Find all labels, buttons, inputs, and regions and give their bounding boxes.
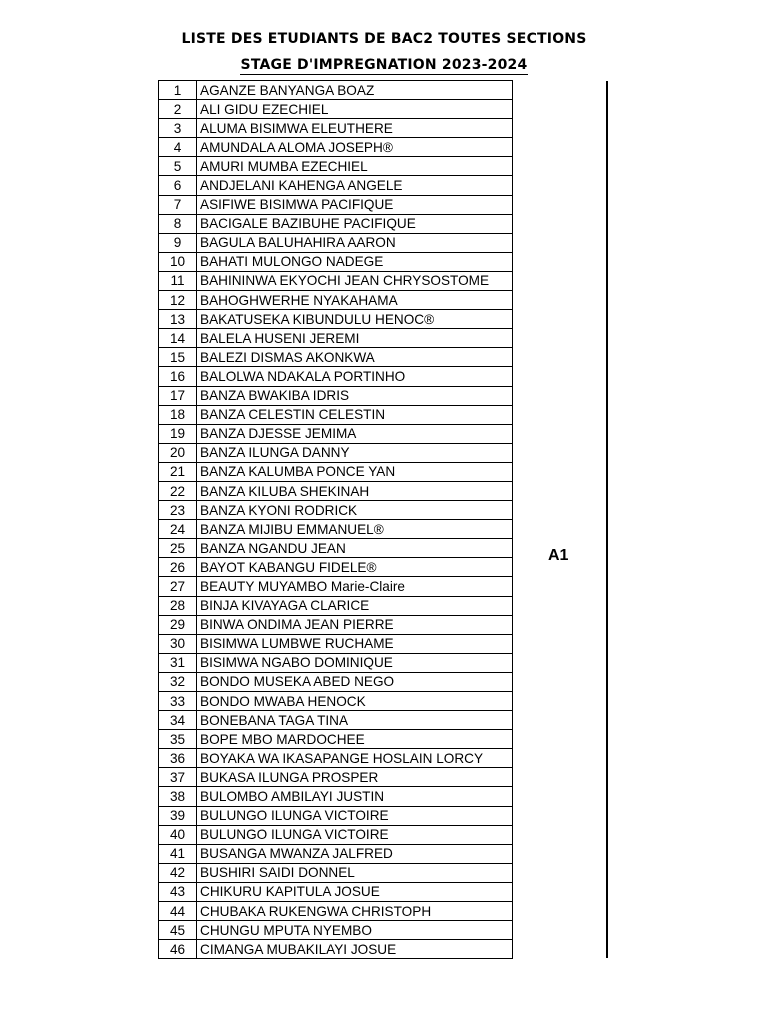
row-number: 40 bbox=[159, 825, 197, 844]
row-number: 7 bbox=[159, 195, 197, 214]
table-row bbox=[159, 119, 513, 138]
row-number: 33 bbox=[159, 692, 197, 711]
student-name: BANZA BWAKIBA IDRIS bbox=[197, 386, 513, 405]
row-number: 10 bbox=[159, 252, 197, 271]
group-bracket-line bbox=[606, 81, 608, 958]
student-name: BANZA DJESSE JEMIMA bbox=[197, 424, 513, 443]
row-number: 38 bbox=[159, 787, 197, 806]
table-row bbox=[159, 252, 513, 271]
student-name: BULUNGO ILUNGA VICTOIRE bbox=[197, 825, 513, 844]
student-name: BAGULA BALUHAHIRA AARON bbox=[197, 233, 513, 252]
student-name: BANZA NGANDU JEAN bbox=[197, 539, 513, 558]
student-name: BALOLWA NDAKALA PORTINHO bbox=[197, 367, 513, 386]
table-row bbox=[159, 921, 513, 940]
row-number: 32 bbox=[159, 672, 197, 691]
student-name: BALELA HUSENI JEREMI bbox=[197, 329, 513, 348]
student-name: AMURI MUMBA EZECHIEL bbox=[197, 157, 513, 176]
student-name: ANDJELANI KAHENGA ANGELE bbox=[197, 176, 513, 195]
student-name: BUKASA ILUNGA PROSPER bbox=[197, 768, 513, 787]
table-row bbox=[159, 520, 513, 539]
row-number: 14 bbox=[159, 329, 197, 348]
student-name: ALI GIDU EZECHIEL bbox=[197, 100, 513, 119]
row-number: 31 bbox=[159, 653, 197, 672]
students-table-body bbox=[159, 81, 513, 959]
row-number: 1 bbox=[159, 81, 197, 100]
table-row bbox=[159, 844, 513, 863]
row-number: 13 bbox=[159, 310, 197, 329]
row-number: 21 bbox=[159, 462, 197, 481]
table-row bbox=[159, 481, 513, 500]
table-row bbox=[159, 634, 513, 653]
student-name: BANZA ILUNGA DANNY bbox=[197, 443, 513, 462]
table-row bbox=[159, 882, 513, 901]
table-row bbox=[159, 672, 513, 691]
student-name: BONEBANA TAGA TINA bbox=[197, 711, 513, 730]
table-row bbox=[159, 825, 513, 844]
table-row bbox=[159, 81, 513, 100]
table-row bbox=[159, 100, 513, 119]
student-name: BOYAKA WA IKASAPANGE HOSLAIN LORCY bbox=[197, 749, 513, 768]
row-number: 37 bbox=[159, 768, 197, 787]
student-name: BINJA KIVAYAGA CLARICE bbox=[197, 596, 513, 615]
student-name: BEAUTY MUYAMBO Marie-Claire bbox=[197, 577, 513, 596]
row-number: 17 bbox=[159, 386, 197, 405]
student-name: BANZA KALUMBA PONCE YAN bbox=[197, 462, 513, 481]
row-number: 28 bbox=[159, 596, 197, 615]
student-name: BAYOT KABANGU FIDELE® bbox=[197, 558, 513, 577]
row-number: 35 bbox=[159, 730, 197, 749]
table-row bbox=[159, 138, 513, 157]
row-number: 16 bbox=[159, 367, 197, 386]
group-label: A1 bbox=[548, 547, 569, 564]
table-row bbox=[159, 271, 513, 290]
page-title: LISTE DES ETUDIANTS DE BAC2 TOUTES SECTIONS bbox=[181, 31, 587, 47]
table-row bbox=[159, 577, 513, 596]
row-number: 24 bbox=[159, 520, 197, 539]
student-name: BAKATUSEKA KIBUNDULU HENOC® bbox=[197, 310, 513, 329]
row-number: 34 bbox=[159, 711, 197, 730]
row-number: 5 bbox=[159, 157, 197, 176]
table-row bbox=[159, 157, 513, 176]
table-row bbox=[159, 291, 513, 310]
table-row bbox=[159, 558, 513, 577]
row-number: 19 bbox=[159, 424, 197, 443]
table-row bbox=[159, 749, 513, 768]
student-name: AGANZE BANYANGA BOAZ bbox=[197, 81, 513, 100]
table-row bbox=[159, 310, 513, 329]
student-name: CHIKURU KAPITULA JOSUE bbox=[197, 882, 513, 901]
student-name: BUSANGA MWANZA JALFRED bbox=[197, 844, 513, 863]
row-number: 15 bbox=[159, 348, 197, 367]
student-name: AMUNDALA ALOMA JOSEPH® bbox=[197, 138, 513, 157]
row-number: 20 bbox=[159, 443, 197, 462]
table-row bbox=[159, 596, 513, 615]
student-name: BALEZI DISMAS AKONKWA bbox=[197, 348, 513, 367]
table-row bbox=[159, 863, 513, 882]
row-number: 4 bbox=[159, 138, 197, 157]
student-name: BANZA KYONI RODRICK bbox=[197, 501, 513, 520]
row-number: 27 bbox=[159, 577, 197, 596]
row-number: 18 bbox=[159, 405, 197, 424]
student-name: BULUNGO ILUNGA VICTOIRE bbox=[197, 806, 513, 825]
table-row bbox=[159, 176, 513, 195]
row-number: 30 bbox=[159, 634, 197, 653]
student-name: ASIFIWE BISIMWA PACIFIQUE bbox=[197, 195, 513, 214]
student-name: CIMANGA MUBAKILAYI JOSUE bbox=[197, 940, 513, 959]
student-name: BAHININWA EKYOCHI JEAN CHRYSOSTOME bbox=[197, 271, 513, 290]
table-row bbox=[159, 386, 513, 405]
row-number: 29 bbox=[159, 615, 197, 634]
table-row bbox=[159, 501, 513, 520]
table-row bbox=[159, 768, 513, 787]
row-number: 25 bbox=[159, 539, 197, 558]
row-number: 43 bbox=[159, 882, 197, 901]
table-row bbox=[159, 730, 513, 749]
row-number: 23 bbox=[159, 501, 197, 520]
table-row bbox=[159, 787, 513, 806]
row-number: 3 bbox=[159, 119, 197, 138]
page-subtitle: STAGE D'IMPREGNATION 2023-2024 bbox=[240, 57, 528, 73]
table-row bbox=[159, 195, 513, 214]
student-name: BANZA CELESTIN CELESTIN bbox=[197, 405, 513, 424]
student-name: BANZA MIJIBU EMMANUEL® bbox=[197, 520, 513, 539]
table-row bbox=[159, 405, 513, 424]
table-row bbox=[159, 653, 513, 672]
table-row bbox=[159, 692, 513, 711]
table-row bbox=[159, 940, 513, 959]
row-number: 45 bbox=[159, 921, 197, 940]
student-name: BONDO MUSEKA ABED NEGO bbox=[197, 672, 513, 691]
row-number: 26 bbox=[159, 558, 197, 577]
row-number: 2 bbox=[159, 100, 197, 119]
row-number: 6 bbox=[159, 176, 197, 195]
table-row bbox=[159, 443, 513, 462]
student-name: BONDO MWABA HENOCK bbox=[197, 692, 513, 711]
row-number: 8 bbox=[159, 214, 197, 233]
students-table bbox=[158, 80, 513, 959]
student-name: BISIMWA NGABO DOMINIQUE bbox=[197, 653, 513, 672]
table-row bbox=[159, 615, 513, 634]
row-number: 42 bbox=[159, 863, 197, 882]
student-name: BOPE MBO MARDOCHEE bbox=[197, 730, 513, 749]
student-name: BACIGALE BAZIBUHE PACIFIQUE bbox=[197, 214, 513, 233]
table-row bbox=[159, 539, 513, 558]
student-name: BULOMBO AMBILAYI JUSTIN bbox=[197, 787, 513, 806]
table-row bbox=[159, 348, 513, 367]
student-name: CHUBAKA RUKENGWA CHRISTOPH bbox=[197, 902, 513, 921]
row-number: 12 bbox=[159, 291, 197, 310]
row-number: 44 bbox=[159, 902, 197, 921]
table-row bbox=[159, 367, 513, 386]
student-name: BANZA KILUBA SHEKINAH bbox=[197, 481, 513, 500]
subtitle-wrapper bbox=[0, 56, 768, 75]
student-name: BISIMWA LUMBWE RUCHAME bbox=[197, 634, 513, 653]
table-row bbox=[159, 329, 513, 348]
table-row bbox=[159, 233, 513, 252]
student-name: BAHOGHWERHE NYAKAHAMA bbox=[197, 291, 513, 310]
row-number: 9 bbox=[159, 233, 197, 252]
table-row bbox=[159, 424, 513, 443]
student-name: CHUNGU MPUTA NYEMBO bbox=[197, 921, 513, 940]
student-name: BINWA ONDIMA JEAN PIERRE bbox=[197, 615, 513, 634]
row-number: 11 bbox=[159, 271, 197, 290]
row-number: 36 bbox=[159, 749, 197, 768]
table-row bbox=[159, 902, 513, 921]
table-row bbox=[159, 711, 513, 730]
table-row bbox=[159, 462, 513, 481]
row-number: 46 bbox=[159, 940, 197, 959]
table-row bbox=[159, 214, 513, 233]
student-name: BUSHIRI SAIDI DONNEL bbox=[197, 863, 513, 882]
student-name: BAHATI MULONGO NADEGE bbox=[197, 252, 513, 271]
row-number: 41 bbox=[159, 844, 197, 863]
student-name: ALUMA BISIMWA ELEUTHERE bbox=[197, 119, 513, 138]
row-number: 22 bbox=[159, 481, 197, 500]
table-row bbox=[159, 806, 513, 825]
row-number: 39 bbox=[159, 806, 197, 825]
